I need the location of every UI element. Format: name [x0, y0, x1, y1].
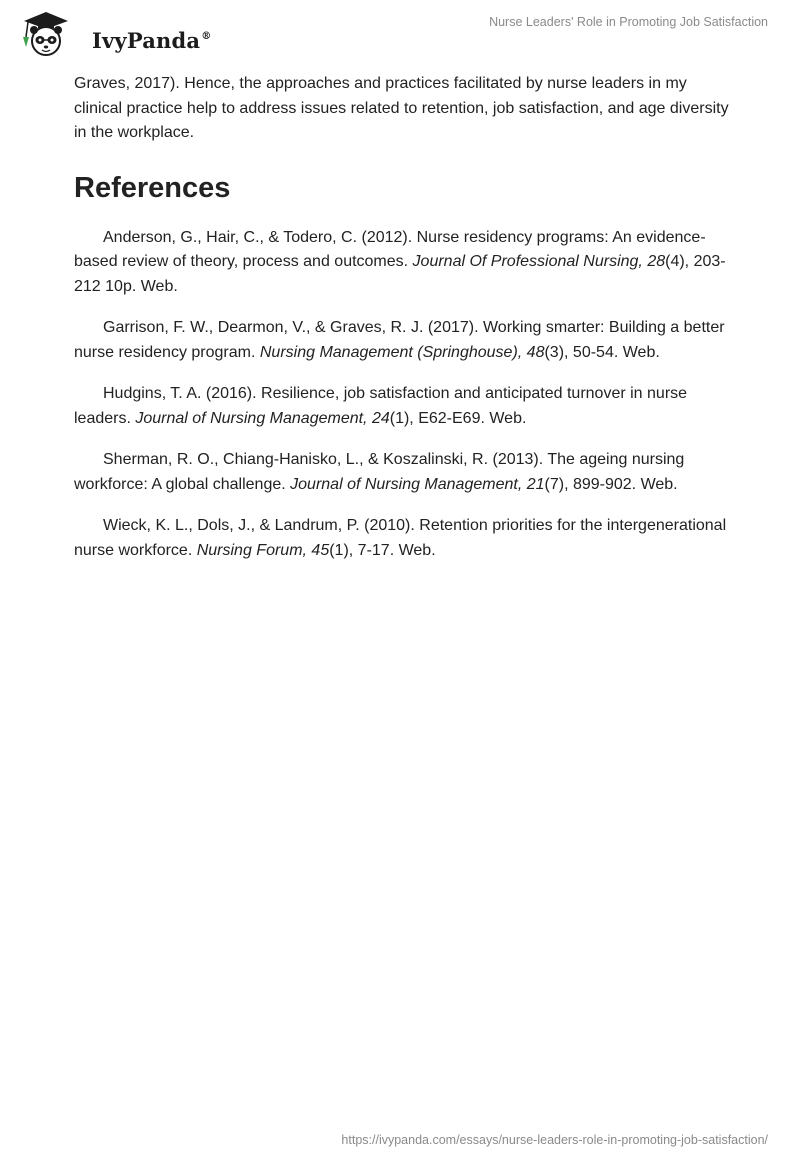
reference-item: Garrison, F. W., Dearmon, V., & Graves, R. J. (2017). Working smarter: Building a better nurse residency program. Nursing Management (Springhouse), 48(3), 50-54. Web.: [74, 319, 725, 361]
reference-item: Wieck, K. L., Dols, J., & Landrum, P. (2010). Retention priorities for the intergenerational nurse workforce. Nursing Forum, 45(1), 7-17. Web.: [74, 517, 727, 559]
continuation-paragraph: Graves, 2017). Hence, the approaches and practices facilitated by nurse leaders in my clinical practice help to address issues related to retention, job satisfaction, and age diversity in the workplace.: [74, 75, 729, 141]
reference-item: Hudgins, T. A. (2016). Resilience, job satisfaction and anticipated turnover in nurse leaders. Journal of Nursing Management, 24(1), E62-E69. Web.: [74, 385, 688, 427]
brand-name: IvyPanda®: [92, 28, 212, 53]
references-heading: References: [74, 171, 231, 204]
reference-item: Sherman, R. O., Chiang-Hanisko, L., & Koszalinski, R. (2013). The ageing nursing workforce: A global challenge. Journal of Nursing Management, 21(7), 899-902. Web.: [74, 451, 685, 493]
source-url-link[interactable]: https://ivypanda.com/essays/nurse-leaders-role-in-promoting-job-satisfaction/: [341, 1133, 768, 1147]
panda-graduate-icon: [14, 9, 78, 57]
document-body: [74, 72, 734, 580]
running-title: Nurse Leaders' Role in Promoting Job Satisfaction: [489, 15, 768, 29]
ivypanda-logo[interactable]: [14, 8, 214, 58]
page-header: [0, 0, 800, 70]
reference-list: [74, 226, 734, 564]
reference-item: Anderson, G., Hair, C., & Todero, C. (2012). Nurse residency programs: An evidence-based review of theory, process and outcomes. Journal Of Professional Nursing, 28(4), 203-212 10p. Web.: [74, 228, 726, 295]
